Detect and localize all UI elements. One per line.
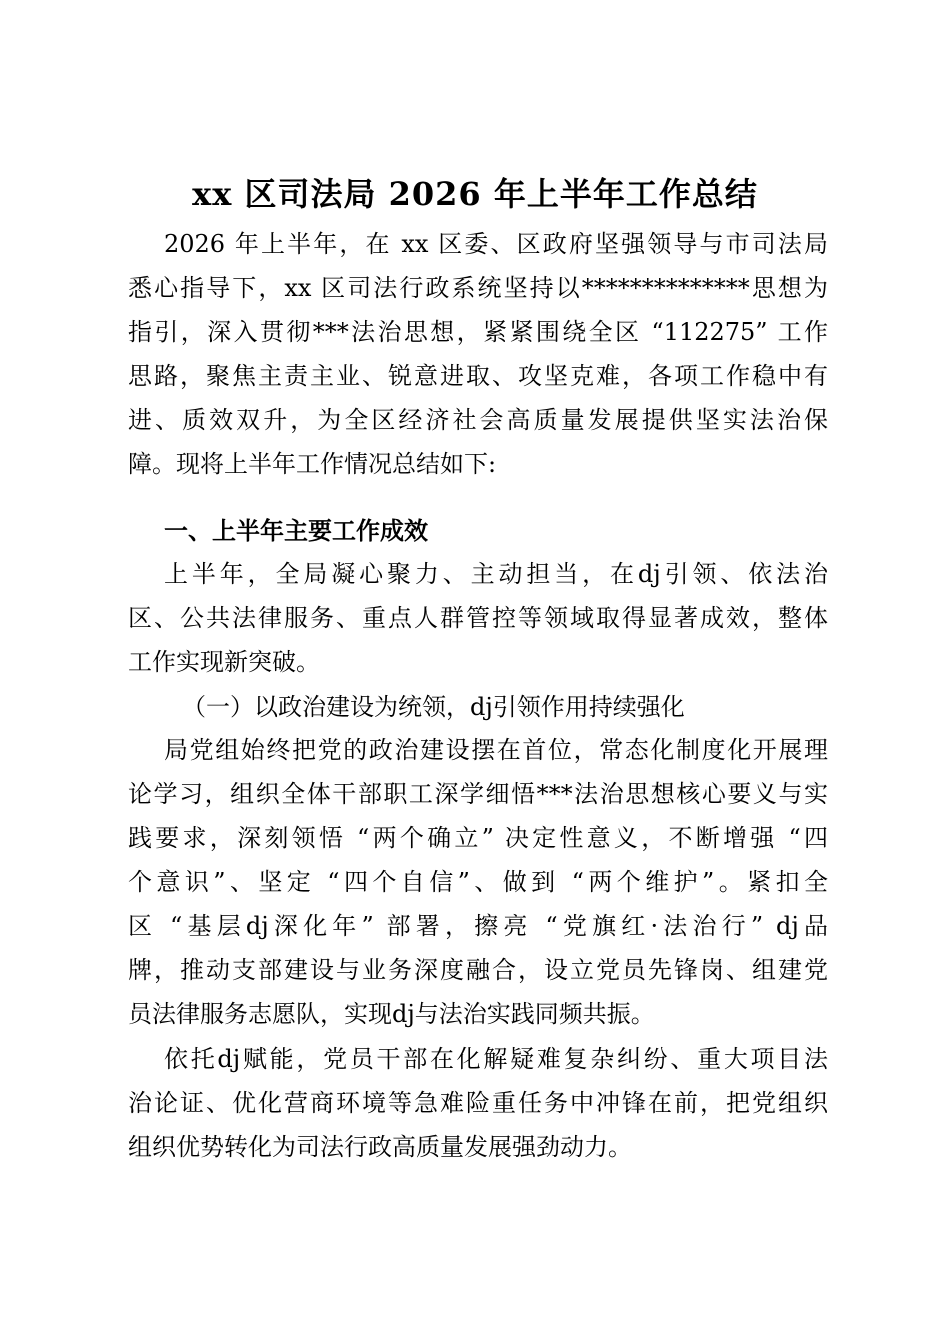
section1-paragraph bbox=[128, 552, 828, 684]
paragraph-line: 区、公共法律服务、重点人群管控等领域取得显著成效，整体 bbox=[128, 604, 828, 632]
paragraph-line: 治论证、优化营商环境等急难险重任务中冲锋在前，把党组织 bbox=[128, 1089, 828, 1117]
paragraph-line: 依托dj赋能，党员干部在化解疑难复杂纠纷、重大项目法 bbox=[164, 1045, 828, 1073]
paragraph-line: 工作实现新突破。 bbox=[128, 648, 320, 676]
paragraph-line: 障。现将上半年工作情况总结如下: bbox=[128, 450, 497, 478]
subsection1-paragraph-2 bbox=[128, 1037, 828, 1169]
paragraph-line: 牌，推动支部建设与业务深度融合，设立党员先锋岗、组建党 bbox=[128, 956, 828, 984]
paragraph-line: 组织优势转化为司法行政高质量发展强劲动力。 bbox=[128, 1133, 632, 1161]
paragraph-line: 悉心指导下，xx 区司法行政系统坚持以**************思想为 bbox=[128, 274, 828, 302]
paragraph-line: 上半年，全局凝心聚力、主动担当，在dj引领、依法治 bbox=[164, 560, 828, 588]
subsection-heading: （一）以政治建设为统领，dj引领作用持续强化 bbox=[182, 693, 685, 721]
paragraph-line: 员法律服务志愿队，实现dj与法治实践同频共振。 bbox=[128, 1000, 655, 1028]
paragraph-line: 践要求，深刻领悟 “两个确立” 决定性意义，不断增强 “四 bbox=[128, 824, 828, 852]
paragraph-line: 进、质效双升，为全区经济社会高质量发展提供坚实法治保 bbox=[128, 406, 828, 434]
paragraph-line: 区 “基层dj深化年” 部署，擦亮 “党旗红·法治行” dj品 bbox=[128, 912, 828, 940]
paragraph-line: 论学习，组织全体干部职工深学细悟***法治思想核心要义与实 bbox=[128, 780, 828, 808]
paragraph-line: 局党组始终把党的政治建设摆在首位，常态化制度化开展理 bbox=[164, 736, 828, 764]
subsection1-paragraph-1 bbox=[128, 728, 828, 1036]
paragraph-line: 个意识”、坚定 “四个自信”、做到 “两个维护”。紧扣全 bbox=[128, 868, 828, 896]
section-heading: 一、上半年主要工作成效 bbox=[164, 516, 428, 545]
paragraph-line: 2026 年上半年，在 xx 区委、区政府坚强领导与市司法局 bbox=[164, 230, 828, 258]
paragraph-line: 指引，深入贯彻***法治思想，紧紧围绕全区 “112275” 工作 bbox=[128, 318, 828, 346]
intro-paragraph bbox=[128, 222, 828, 486]
document-title: xx 区司法局 2026 年上半年工作总结 bbox=[192, 175, 758, 213]
paragraph-line: 思路，聚焦主责主业、锐意进取、攻坚克难，各项工作稳中有 bbox=[128, 362, 828, 390]
